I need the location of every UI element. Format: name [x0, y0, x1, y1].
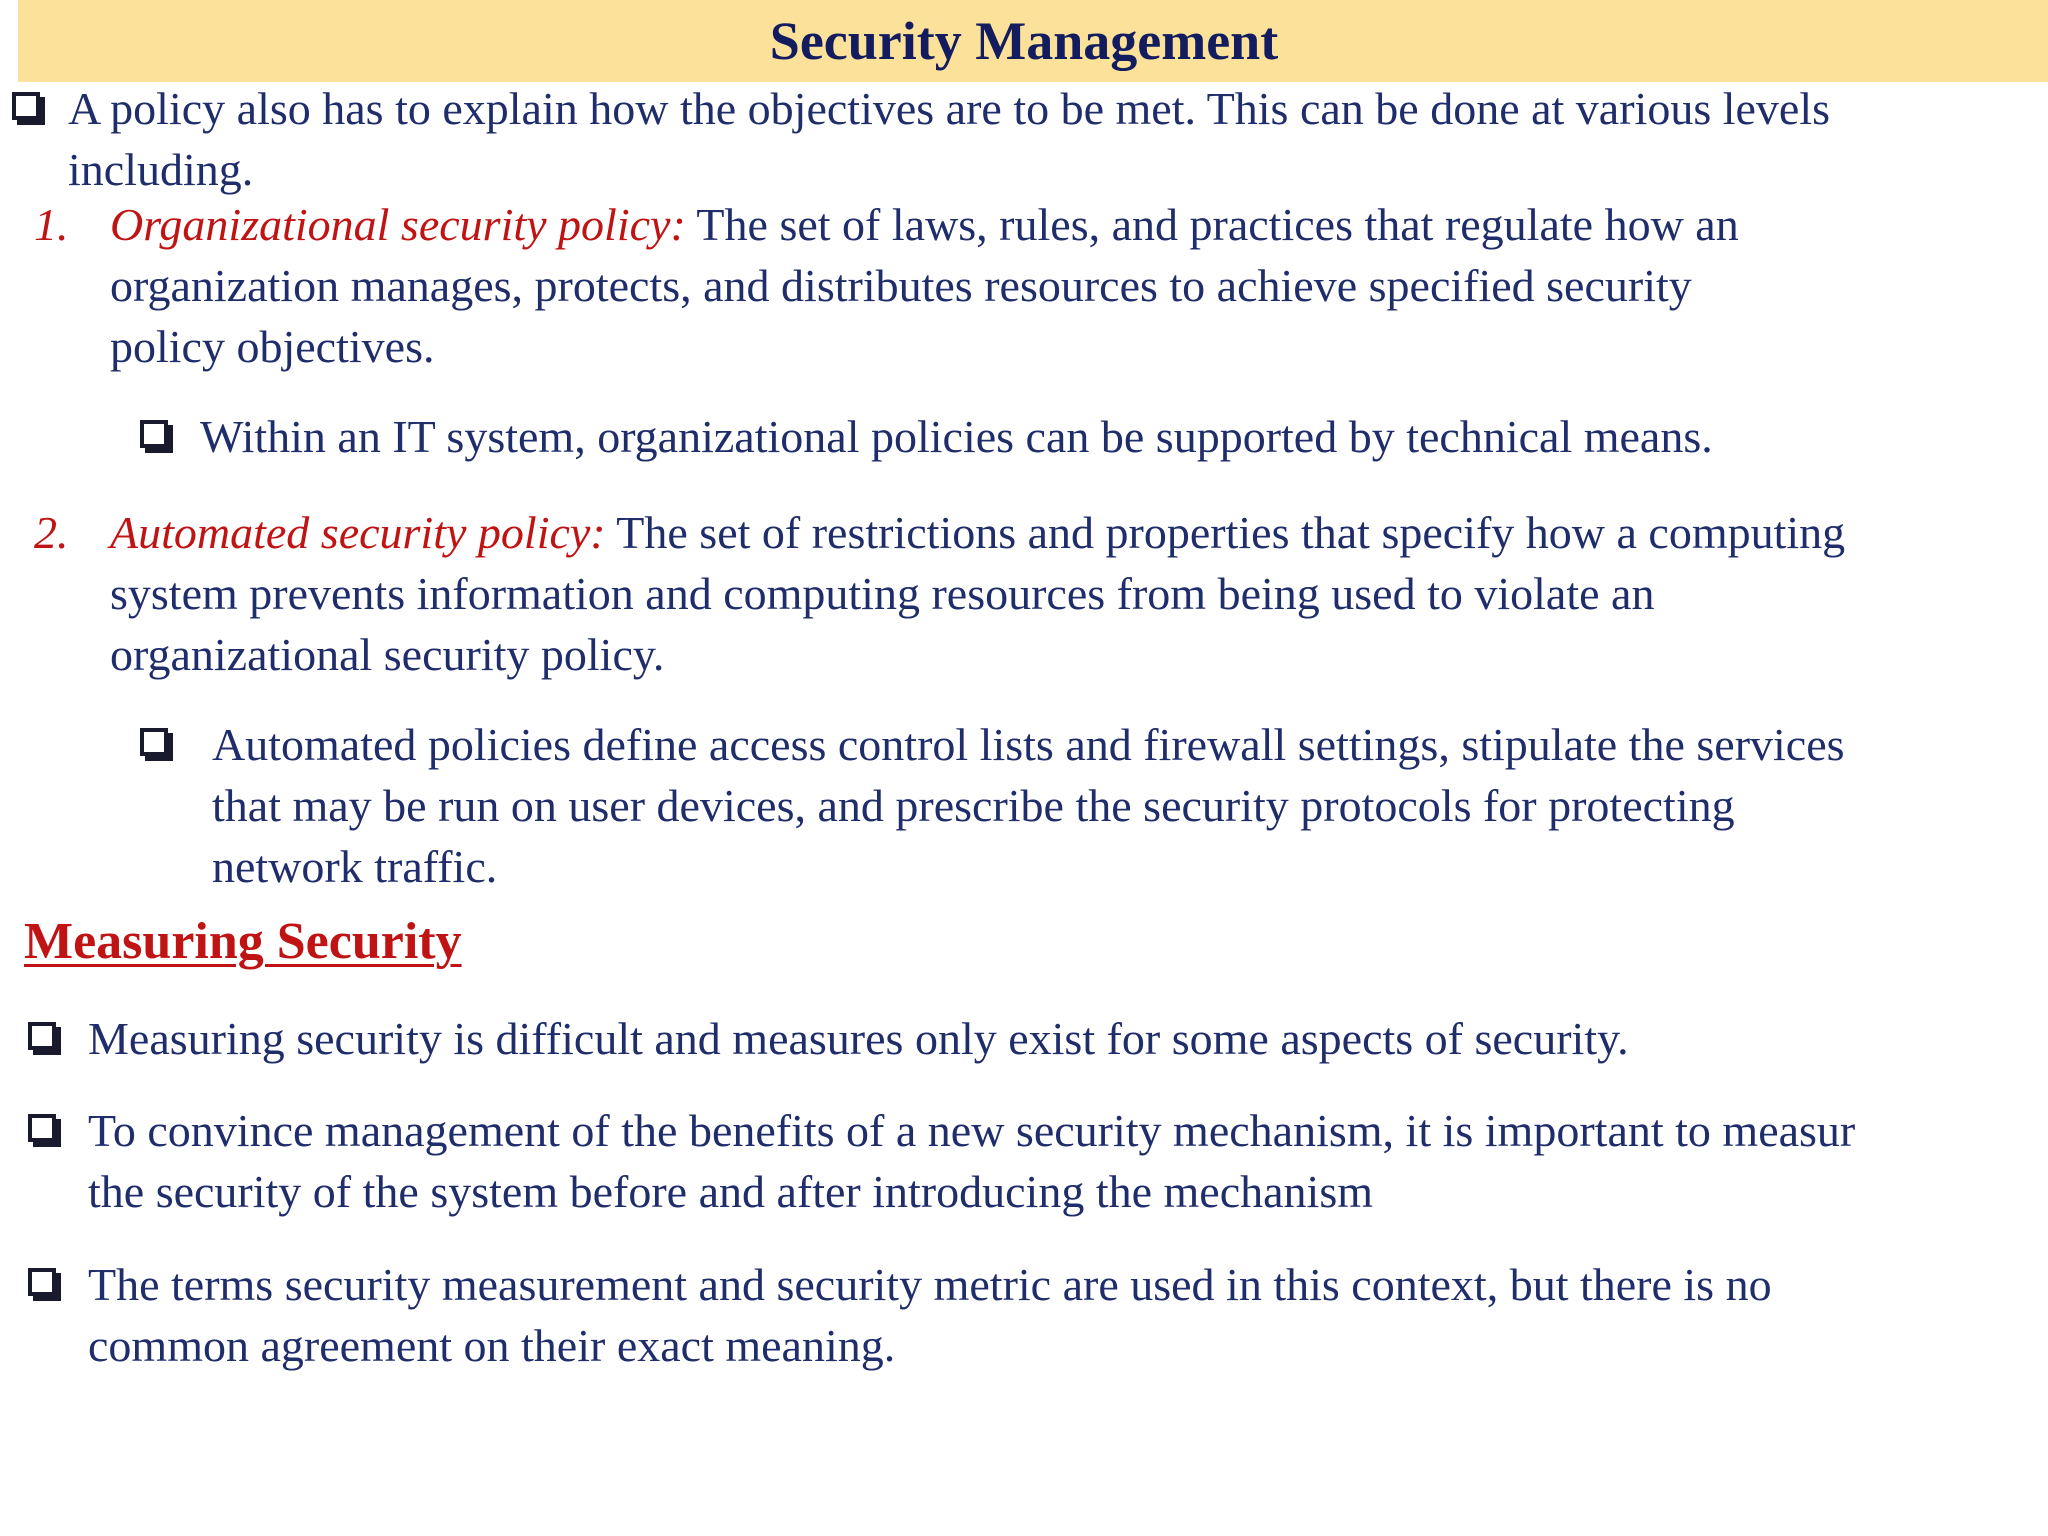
measuring-bullet-1: Measuring security is difficult and measures only exist for some aspects of security.	[88, 1013, 1629, 1064]
item-2-sub-line-2: that may be run on user devices, and prescribe the security protocols for protecting	[212, 780, 1735, 831]
item-2-number: 2.	[34, 507, 69, 558]
item-1-line-1	[110, 194, 1739, 255]
item-2-definition-start: The set of restrictions and properties that specify how a computing	[605, 507, 1846, 558]
measuring-bullet-2-line-1: To convince management of the benefits of a new security mechanism, it is important to measur	[88, 1105, 1856, 1156]
checkbox-bullet-icon	[28, 1022, 56, 1050]
item-1-sub-bullet: Within an IT system, organizational policies can be supported by technical means.	[200, 411, 1713, 462]
item-2-line-1	[110, 502, 1845, 563]
measuring-bullet-3-line-1: The terms security measurement and security metric are used in this context, but there is no	[88, 1259, 1772, 1310]
item-1-definition-start: The set of laws, rules, and practices that regulate how an	[685, 199, 1739, 250]
checkbox-bullet-icon	[140, 728, 168, 756]
measuring-bullet-3-line-2: common agreement on their exact meaning.	[88, 1320, 896, 1371]
item-2-line-2: system prevents information and computing resources from being used to violate an	[110, 568, 1655, 619]
item-2-line-3: organizational security policy.	[110, 629, 665, 680]
checkbox-bullet-icon	[28, 1268, 56, 1296]
item-2-sub-line-1: Automated policies define access control lists and firewall settings, stipulate the services	[212, 719, 1845, 770]
item-1-number: 1.	[34, 199, 69, 250]
checkbox-bullet-icon	[28, 1114, 56, 1142]
measuring-security-heading: Measuring Security	[24, 913, 462, 970]
intro-line-1: A policy also has to explain how the objectives are to be met. This can be done at various levels	[68, 83, 1831, 134]
item-1-term: Organizational security policy:	[110, 199, 686, 250]
measuring-bullet-2-line-2: the security of the system before and after introducing the mechanism	[88, 1166, 1374, 1217]
page-title: Security Management	[769, 11, 1279, 71]
checkbox-bullet-icon	[140, 420, 168, 448]
item-2-sub-line-3: network traffic.	[212, 841, 498, 892]
item-1-line-3: policy objectives.	[110, 321, 435, 372]
checkbox-bullet-icon	[12, 92, 40, 120]
item-1-line-2: organization manages, protects, and distributes resources to achieve specified security	[110, 260, 1692, 311]
intro-line-2: including.	[68, 144, 254, 195]
item-2-term: Automated security policy:	[110, 507, 606, 558]
